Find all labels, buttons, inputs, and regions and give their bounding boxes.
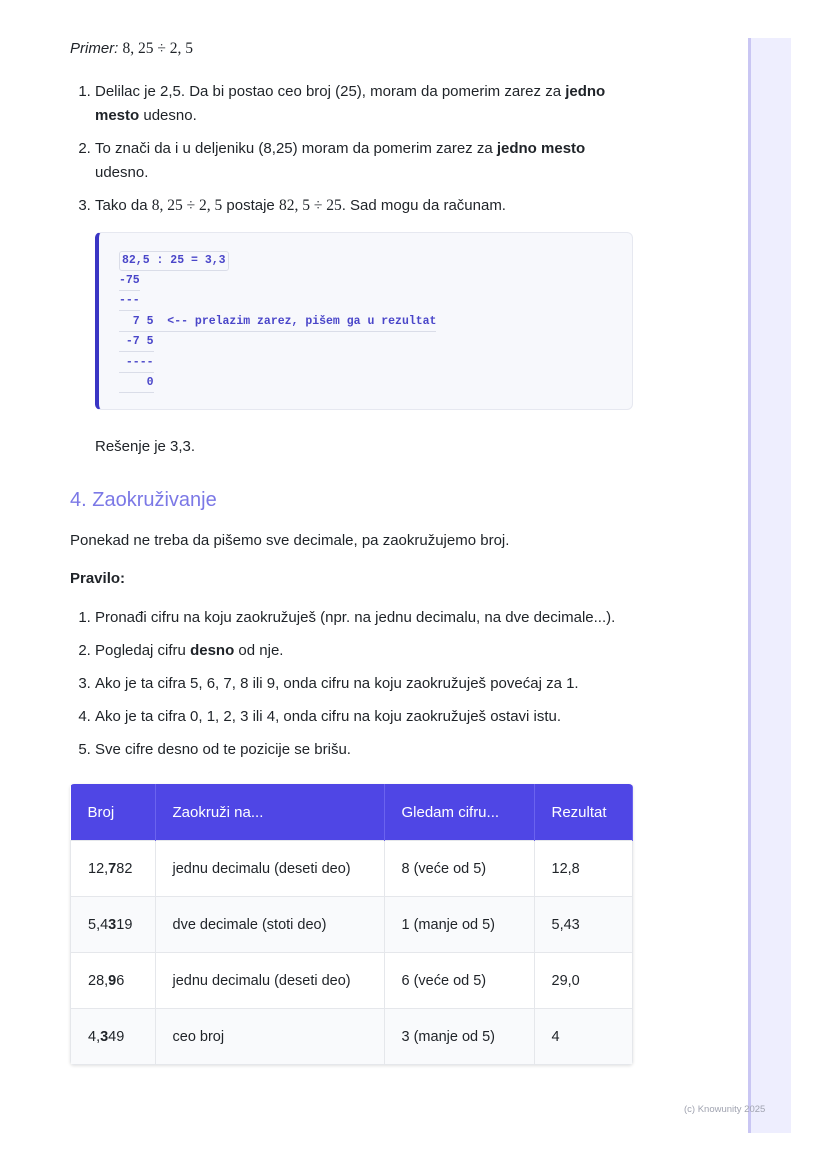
table-row (71, 897, 633, 953)
text-fragment: udesno. (95, 164, 149, 181)
cell-round-to: jednu decimalu (deseti deo) (155, 953, 384, 1009)
list-item (95, 672, 635, 696)
section-intro: Ponekad ne treba da pišemo sve decimale, pa zaokružujemo broj. (70, 532, 510, 549)
code-block (95, 232, 633, 410)
list-item (95, 137, 635, 185)
cell-result: 4 (534, 1009, 633, 1065)
bold-text: desno (190, 642, 235, 659)
cell-number (71, 841, 156, 897)
math-expression: 82, 5 ÷ 25 (278, 197, 342, 214)
text-fragment: . Sad mogu da računam. (341, 197, 506, 214)
bold-text: 7 (108, 860, 117, 877)
cell-result: 29,0 (534, 953, 633, 1009)
code-line (119, 374, 632, 395)
table-header-row (71, 784, 633, 841)
code-text: -7 5 (119, 333, 154, 352)
bold-text: 9 (108, 972, 117, 989)
sidebar-strip (748, 38, 791, 1133)
code-line (119, 292, 632, 313)
column-header: Gledam cifru... (384, 784, 534, 841)
text-fragment: 12, (88, 860, 109, 877)
cell-round-to: ceo broj (155, 1009, 384, 1065)
section-heading: 4. Zaokruživanje (70, 489, 217, 511)
text-fragment: udesno. (139, 107, 197, 124)
text-fragment: Sve cifre desno od te pozicije se brišu. (95, 741, 351, 758)
cell-round-to: jednu decimalu (deseti deo) (155, 841, 384, 897)
code-text: 0 (119, 374, 154, 393)
code-text: ---- (119, 354, 154, 373)
list-item (95, 606, 635, 630)
text-fragment: Pronađi cifru na koju zaokružuješ (npr. na jednu decimalu, na dve decimale...). (95, 609, 616, 626)
rule-title: Pravilo: (70, 570, 126, 587)
text-fragment: od nje. (234, 642, 284, 659)
text-fragment: To znači da i u deljeniku (8,25) moram da pomerim zarez za (95, 140, 497, 157)
text-fragment: 28, (88, 972, 109, 989)
code-line (119, 251, 632, 272)
code-line (119, 354, 632, 375)
table-row (71, 841, 633, 897)
text-fragment: 5,4 (88, 916, 109, 933)
example-expression: 8, 25 ÷ 2, 5 (122, 40, 194, 57)
bold-text: jedno mesto (95, 83, 606, 124)
solution-text: Rešenje je 3,3. (95, 438, 196, 455)
rounding-rules-list (70, 606, 635, 762)
text-fragment: postaje (222, 197, 279, 214)
division-steps-list (70, 80, 635, 218)
list-item (95, 639, 635, 663)
cell-result: 5,43 (534, 897, 633, 953)
text-fragment: Ako je ta cifra 0, 1, 2, 3 ili 4, onda cifru na koju zaokružuješ ostavi istu. (95, 708, 562, 725)
example-label: Primer: (70, 40, 119, 57)
text-fragment: 49 (108, 1028, 125, 1045)
bold-text: 3 (100, 1028, 109, 1045)
list-item (95, 80, 635, 128)
code-line (119, 272, 632, 293)
column-header: Zaokruži na... (155, 784, 384, 841)
cell-look-digit: 3 (manje od 5) (384, 1009, 534, 1065)
code-line (119, 313, 632, 334)
code-text: 7 5 <-- prelazim zarez, pišem ga u rezultat (119, 313, 436, 332)
cell-round-to: dve decimale (stoti deo) (155, 897, 384, 953)
document-content (70, 38, 635, 1065)
code-text: --- (119, 292, 140, 311)
text-fragment: Tako da (95, 197, 152, 214)
cell-result: 12,8 (534, 841, 633, 897)
column-header: Broj (71, 784, 156, 841)
code-text: -75 (119, 272, 140, 291)
text-fragment: Delilac je 2,5. Da bi postao ceo broj (25), moram da pomerim zarez za (95, 83, 566, 100)
bold-text: 3 (108, 916, 117, 933)
example-line (70, 38, 635, 60)
copyright-footer: (c) Knowunity 2025 (684, 1104, 766, 1115)
text-fragment: 19 (116, 916, 133, 933)
cell-number (71, 953, 156, 1009)
text-fragment: 6 (116, 972, 125, 989)
cell-look-digit: 1 (manje od 5) (384, 897, 534, 953)
cell-number (71, 897, 156, 953)
table-row (71, 953, 633, 1009)
list-item (95, 194, 635, 218)
text-fragment: 82 (116, 860, 133, 877)
math-expression: 8, 25 ÷ 2, 5 (151, 197, 223, 214)
code-text: 82,5 : 25 = 3,3 (119, 251, 229, 271)
code-line (119, 333, 632, 354)
rounding-table (70, 784, 633, 1065)
text-fragment: Ako je ta cifra 5, 6, 7, 8 ili 9, onda cifru na koju zaokružuješ povećaj za 1. (95, 675, 579, 692)
table-row (71, 1009, 633, 1065)
cell-number (71, 1009, 156, 1065)
cell-look-digit: 8 (veće od 5) (384, 841, 534, 897)
text-fragment: 4, (88, 1028, 101, 1045)
list-item (95, 738, 635, 762)
bold-text: jedno mesto (496, 140, 586, 157)
column-header: Rezultat (534, 784, 633, 841)
cell-look-digit: 6 (veće od 5) (384, 953, 534, 1009)
list-item (95, 705, 635, 729)
text-fragment: Pogledaj cifru (95, 642, 191, 659)
